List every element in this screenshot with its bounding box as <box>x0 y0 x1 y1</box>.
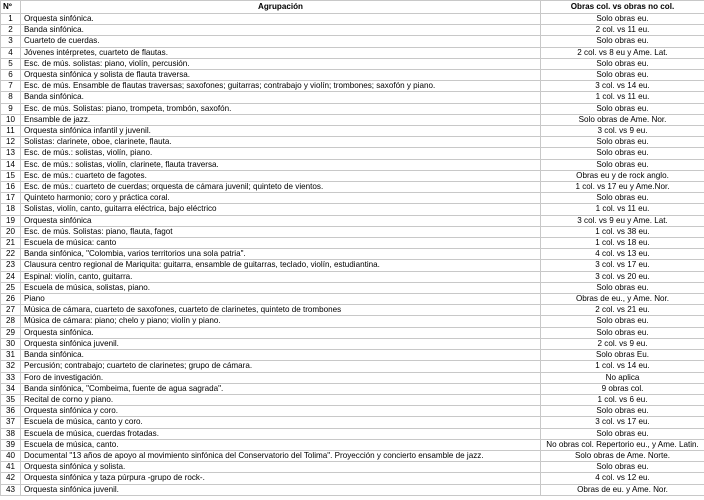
row-agrupacion: Orquesta sinfónica. <box>21 327 541 338</box>
table-row <box>1 327 704 338</box>
row-obras: Solo obras eu. <box>541 58 704 69</box>
table-row <box>1 81 704 92</box>
row-agrupacion: Escuela de música, cuerdas frotadas. <box>21 428 541 439</box>
row-obras: Solo obras eu. <box>541 14 704 25</box>
row-obras: Obras de eu., y Ame. Nor. <box>541 294 704 305</box>
row-agrupacion: Esc. de mús.: cuarteto de cuerdas; orquesta de cámara juvenil; quinteto de vientos. <box>21 182 541 193</box>
row-number: 30 <box>1 338 21 349</box>
row-agrupacion: Escuela de música, solistas, piano. <box>21 282 541 293</box>
row-obras: Solo obras eu. <box>541 36 704 47</box>
table-row <box>1 372 704 383</box>
row-number: 22 <box>1 249 21 260</box>
row-number: 20 <box>1 226 21 237</box>
row-agrupacion: Música de cámara: piano; chelo y piano; violín y piano. <box>21 316 541 327</box>
table-row <box>1 148 704 159</box>
row-agrupacion: Documental "13 años de apoyo al movimiento sinfónica del Conservatorio del Tolima". Proyección y concierto ensamble de jazz. <box>21 450 541 461</box>
row-agrupacion: Música de cámara, cuarteto de saxofones, cuarteto de clarinetes, quinteto de trombones <box>21 305 541 316</box>
row-number: 29 <box>1 327 21 338</box>
row-obras: Solo obras eu. <box>541 462 704 473</box>
row-number: 5 <box>1 58 21 69</box>
row-number: 10 <box>1 114 21 125</box>
row-agrupacion: Solistas, violín, canto, guitarra eléctrica, bajo eléctrico <box>21 204 541 215</box>
row-obras: 1 col. vs 14 eu. <box>541 361 704 372</box>
row-agrupacion: Orquesta sinfónica juvenil. <box>21 338 541 349</box>
table-row <box>1 282 704 293</box>
table-row <box>1 271 704 282</box>
row-obras: 3 col. vs 9 eu y Ame. Lat. <box>541 215 704 226</box>
row-agrupacion: Orquesta sinfónica y coro. <box>21 406 541 417</box>
row-obras: Solo obras eu. <box>541 428 704 439</box>
row-agrupacion: Clausura centro regional de Mariquita: guitarra, ensamble de guitarras, teclado, violín, estudiantina. <box>21 260 541 271</box>
table-row <box>1 47 704 58</box>
header-obras: Obras col. vs obras no col. <box>541 1 704 14</box>
table-row <box>1 103 704 114</box>
table-row <box>1 462 704 473</box>
row-number: 17 <box>1 193 21 204</box>
table-body <box>1 14 704 496</box>
row-obras: Solo obras eu. <box>541 137 704 148</box>
row-agrupacion: Orquesta sinfónica y taza púrpura -grupo de rock-. <box>21 473 541 484</box>
row-number: 35 <box>1 394 21 405</box>
row-agrupacion: Orquesta sinfónica y solista de flauta traversa. <box>21 70 541 81</box>
table-row <box>1 215 704 226</box>
row-number: 6 <box>1 70 21 81</box>
row-agrupacion: Banda sinfónica. <box>21 25 541 36</box>
row-agrupacion: Esc. de mús. Solistas: piano, flauta, fagot <box>21 226 541 237</box>
row-number: 41 <box>1 462 21 473</box>
row-number: 1 <box>1 14 21 25</box>
table-row <box>1 238 704 249</box>
row-number: 27 <box>1 305 21 316</box>
header-row <box>1 1 704 14</box>
row-obras: Solo obras eu. <box>541 159 704 170</box>
table-row <box>1 126 704 137</box>
row-obras: Solo obras eu. <box>541 103 704 114</box>
row-agrupacion: Ensamble de jazz. <box>21 114 541 125</box>
table-row <box>1 170 704 181</box>
row-number: 25 <box>1 282 21 293</box>
row-obras: 3 col. vs 17 eu. <box>541 260 704 271</box>
row-obras: 1 col. vs 18 eu. <box>541 238 704 249</box>
row-agrupacion: Recital de corno y piano. <box>21 394 541 405</box>
table-row <box>1 36 704 47</box>
row-number: 42 <box>1 473 21 484</box>
row-agrupacion: Percusión; contrabajo; cuarteto de clarinetes; grupo de cámara. <box>21 361 541 372</box>
table-row <box>1 305 704 316</box>
row-agrupacion: Esc. de mús. solistas: piano, violín, percusión. <box>21 58 541 69</box>
row-agrupacion: Esc. de mús. Solistas: piano, trompeta, trombón, saxofón. <box>21 103 541 114</box>
row-agrupacion: Esc. de mús.: solistas, violín, clarinete, flauta traversa. <box>21 159 541 170</box>
table-row <box>1 137 704 148</box>
row-agrupacion: Jóvenes intérpretes, cuarteto de flautas. <box>21 47 541 58</box>
row-number: 11 <box>1 126 21 137</box>
table-row <box>1 193 704 204</box>
row-obras: 3 col. vs 17 eu. <box>541 417 704 428</box>
row-number: 12 <box>1 137 21 148</box>
table-row <box>1 484 704 495</box>
row-number: 26 <box>1 294 21 305</box>
row-number: 28 <box>1 316 21 327</box>
row-number: 14 <box>1 159 21 170</box>
row-obras: 2 col. vs 9 eu. <box>541 338 704 349</box>
header-agrupacion: Agrupación <box>21 1 541 14</box>
row-number: 13 <box>1 148 21 159</box>
row-number: 36 <box>1 406 21 417</box>
row-agrupacion: Piano <box>21 294 541 305</box>
row-agrupacion: Solistas: clarinete, oboe, clarinete, flauta. <box>21 137 541 148</box>
row-obras: Solo obras de Ame. Norte. <box>541 450 704 461</box>
table-row <box>1 417 704 428</box>
row-number: 37 <box>1 417 21 428</box>
row-agrupacion: Cuarteto de cuerdas. <box>21 36 541 47</box>
row-obras: 3 col. vs 9 eu. <box>541 126 704 137</box>
table-row <box>1 159 704 170</box>
row-obras: 9 obras col. <box>541 383 704 394</box>
table-row <box>1 92 704 103</box>
row-agrupacion: Escuela de música, canto y coro. <box>21 417 541 428</box>
row-agrupacion: Foro de investigación. <box>21 372 541 383</box>
row-obras: Solo obras eu. <box>541 193 704 204</box>
row-obras: Obras eu y de rock anglo. <box>541 170 704 181</box>
row-number: 31 <box>1 350 21 361</box>
row-obras: No aplica <box>541 372 704 383</box>
table-row <box>1 249 704 260</box>
row-number: 23 <box>1 260 21 271</box>
row-number: 8 <box>1 92 21 103</box>
row-obras: 3 col. vs 14 eu. <box>541 81 704 92</box>
row-number: 7 <box>1 81 21 92</box>
header-number: Nº <box>1 1 21 14</box>
row-agrupacion: Espinal: violín, canto, guitarra. <box>21 271 541 282</box>
row-number: 32 <box>1 361 21 372</box>
table-row <box>1 226 704 237</box>
row-number: 9 <box>1 103 21 114</box>
row-obras: 1 col. vs 11 eu. <box>541 92 704 103</box>
row-number: 21 <box>1 238 21 249</box>
row-obras: 2 col. vs 21 eu. <box>541 305 704 316</box>
row-number: 19 <box>1 215 21 226</box>
table-row <box>1 316 704 327</box>
table-row <box>1 14 704 25</box>
table-row <box>1 338 704 349</box>
row-agrupacion: Quinteto harmonio; coro y práctica coral. <box>21 193 541 204</box>
row-number: 16 <box>1 182 21 193</box>
row-obras: Solo obras eu. <box>541 70 704 81</box>
row-number: 2 <box>1 25 21 36</box>
table-row <box>1 406 704 417</box>
row-obras: Obras de eu. y Ame. Nor. <box>541 484 704 495</box>
row-number: 40 <box>1 450 21 461</box>
row-obras: No obras col. Repertorio eu., y Ame. Latin. <box>541 439 704 450</box>
row-obras: 1 col. vs 6 eu. <box>541 394 704 405</box>
row-number: 24 <box>1 271 21 282</box>
row-obras: Solo obras Eu. <box>541 350 704 361</box>
row-number: 3 <box>1 36 21 47</box>
row-number: 34 <box>1 383 21 394</box>
table-row <box>1 428 704 439</box>
row-obras: 1 col. vs 38 eu. <box>541 226 704 237</box>
table-row <box>1 114 704 125</box>
row-agrupacion: Escuela de música, canto. <box>21 439 541 450</box>
row-agrupacion: Esc. de mús.: solistas, violín, piano. <box>21 148 541 159</box>
row-obras: Solo obras eu. <box>541 406 704 417</box>
row-agrupacion: Orquesta sinfónica <box>21 215 541 226</box>
row-agrupacion: Escuela de música: canto <box>21 238 541 249</box>
row-obras: Solo obras eu. <box>541 327 704 338</box>
row-obras: 3 col. vs 20 eu. <box>541 271 704 282</box>
table-row <box>1 473 704 484</box>
row-obras: Solo obras de Ame. Nor. <box>541 114 704 125</box>
row-agrupacion: Banda sinfónica. <box>21 350 541 361</box>
table-row <box>1 439 704 450</box>
row-number: 4 <box>1 47 21 58</box>
table-row <box>1 58 704 69</box>
table-row <box>1 260 704 271</box>
table-row <box>1 25 704 36</box>
row-number: 15 <box>1 170 21 181</box>
row-obras: 4 col. vs 12 eu. <box>541 473 704 484</box>
row-agrupacion: Esc. de mús.: cuarteto de fagotes. <box>21 170 541 181</box>
row-agrupacion: Orquesta sinfónica infantil y juvenil. <box>21 126 541 137</box>
table-row <box>1 394 704 405</box>
table-row <box>1 350 704 361</box>
row-obras: 2 col. vs 11 eu. <box>541 25 704 36</box>
row-number: 39 <box>1 439 21 450</box>
row-number: 18 <box>1 204 21 215</box>
row-agrupacion: Orquesta sinfónica. <box>21 14 541 25</box>
table-row <box>1 361 704 372</box>
row-number: 33 <box>1 372 21 383</box>
row-agrupacion: Esc. de mús. Ensamble de flautas traversas; saxofones; guitarras; contrabajo y violín; trombones; saxofón y piano. <box>21 81 541 92</box>
row-obras: 1 col. vs 17 eu y Ame.Nor. <box>541 182 704 193</box>
table-row <box>1 383 704 394</box>
row-obras: Solo obras eu. <box>541 282 704 293</box>
row-agrupacion: Banda sinfónica, "Colombia, varios territorios una sola patria". <box>21 249 541 260</box>
table-row <box>1 204 704 215</box>
table-row <box>1 182 704 193</box>
row-obras: 4 col. vs 13 eu. <box>541 249 704 260</box>
row-agrupacion: Orquesta sinfónica juvenil. <box>21 484 541 495</box>
row-obras: 2 col. vs 8 eu y Ame. Lat. <box>541 47 704 58</box>
row-obras: 1 col. vs 11 eu. <box>541 204 704 215</box>
row-obras: Solo obras eu. <box>541 316 704 327</box>
table-row <box>1 70 704 81</box>
table-row <box>1 450 704 461</box>
row-obras: Solo obras eu. <box>541 148 704 159</box>
row-agrupacion: Banda sinfónica. <box>21 92 541 103</box>
row-number: 43 <box>1 484 21 495</box>
row-agrupacion: Orquesta sinfónica y solista. <box>21 462 541 473</box>
table-row <box>1 294 704 305</box>
row-agrupacion: Banda sinfónica, "Combeima, fuente de agua sagrada". <box>21 383 541 394</box>
row-number: 38 <box>1 428 21 439</box>
